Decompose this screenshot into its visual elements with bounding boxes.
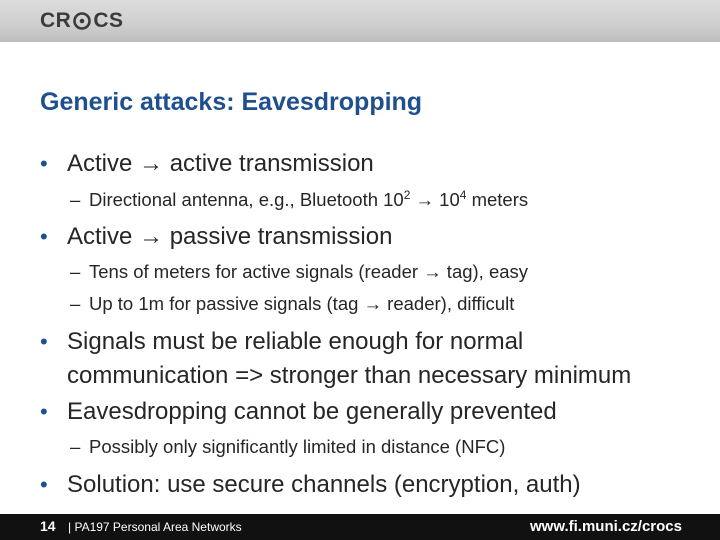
sub-bullet-item: – Tens of meters for active signals (reader → tag), easy xyxy=(70,261,529,282)
crocs-logo xyxy=(40,9,124,33)
dash-icon: – xyxy=(70,436,81,457)
header-bar xyxy=(0,0,720,42)
bullet-item: • Active → active transmission xyxy=(40,150,374,177)
bullet-dot-icon: • xyxy=(40,151,48,176)
bullet-item: • Eavesdropping cannot be generally prevented xyxy=(40,398,557,425)
page-number: 14 xyxy=(40,518,56,534)
sub-bullet-item: – Directional antenna, e.g., Bluetooth $10^2 \to 10^4$ meters xyxy=(70,188,529,210)
bullet-item: • Solution: use secure channels (encryption, auth) xyxy=(40,471,581,498)
dash-icon: – xyxy=(70,293,81,314)
footer-bar xyxy=(0,514,720,540)
bullet-dot-icon: • xyxy=(40,472,48,497)
dash-icon: – xyxy=(70,261,81,282)
bullet-dot-icon: • xyxy=(40,224,48,249)
logo-circle-icon xyxy=(72,11,92,31)
sub-bullet-item: – Up to 1m for passive signals (tag → reader), difficult xyxy=(70,293,515,314)
slide-title: Generic attacks: Eavesdropping xyxy=(40,88,423,116)
dash-icon: – xyxy=(70,189,81,210)
logo-text-right: CS xyxy=(93,9,124,32)
logo-text-left: CR xyxy=(40,9,72,32)
bullet-dot-icon: • xyxy=(40,329,48,354)
sub-bullet-item: – Possibly only significantly limited in distance (NFC) xyxy=(70,436,506,457)
bullet-dot-icon: • xyxy=(40,399,48,424)
bullet-item: • Signals must be reliable enough for normal xyxy=(40,328,524,355)
bullet-item: • Active → passive transmission xyxy=(40,223,393,250)
course-name: | PA197 Personal Area Networks xyxy=(68,520,242,534)
footer-url: www.fi.muni.cz/crocs xyxy=(530,518,682,535)
